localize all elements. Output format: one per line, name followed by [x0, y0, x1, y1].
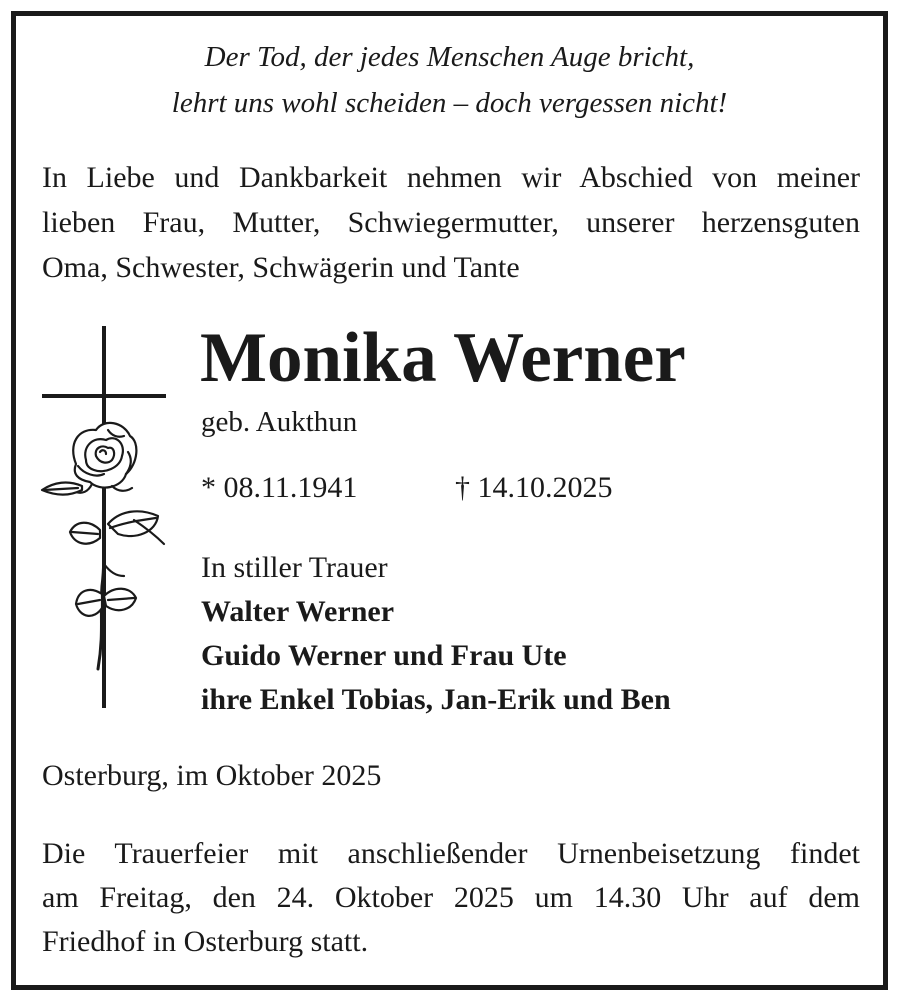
deceased-name: Monika Werner [200, 319, 686, 397]
service-info [42, 832, 860, 964]
mourners-heading: In stiller Trauer [201, 551, 388, 584]
verse-line-1: Der Tod, der jedes Menschen Auge bricht, [204, 41, 695, 73]
intro-text [42, 155, 860, 290]
cross-with-rose [38, 324, 172, 714]
intro-line-3: Oma, Schwester, Schwägerin und Tante [42, 251, 520, 284]
mourner-name: ihre Enkel Tobias, Jan-Erik und Ben [201, 683, 671, 716]
verse [0, 34, 899, 126]
intro-line-2: lieben Frau, Mutter, Schwiegermutter, unserer herzensguten [42, 206, 860, 239]
place-and-date: Osterburg, im Oktober 2025 [42, 759, 382, 792]
intro-line-1: In Liebe und Dankbarkeit nehmen wir Abschied von meiner [42, 161, 860, 194]
mourners-block [201, 546, 671, 722]
service-line-2: am Freitag, den 24. Oktober 2025 um 14.30 Uhr auf dem [42, 881, 860, 914]
service-line-3: Friedhof in Osterburg statt. [42, 925, 369, 958]
mourner-name: Guido Werner und Frau Ute [201, 639, 567, 672]
mourner-name: Walter Werner [201, 595, 395, 628]
maiden-name: geb. Aukthun [201, 406, 358, 438]
verse-line-2: lehrt uns wohl scheiden – doch vergessen nicht! [171, 87, 728, 119]
service-line-1: Die Trauerfeier mit anschließender Urnenbeisetzung findet [42, 837, 860, 870]
death-date: † 14.10.2025 [455, 471, 613, 504]
birth-date: * 08.11.1941 [201, 471, 358, 504]
